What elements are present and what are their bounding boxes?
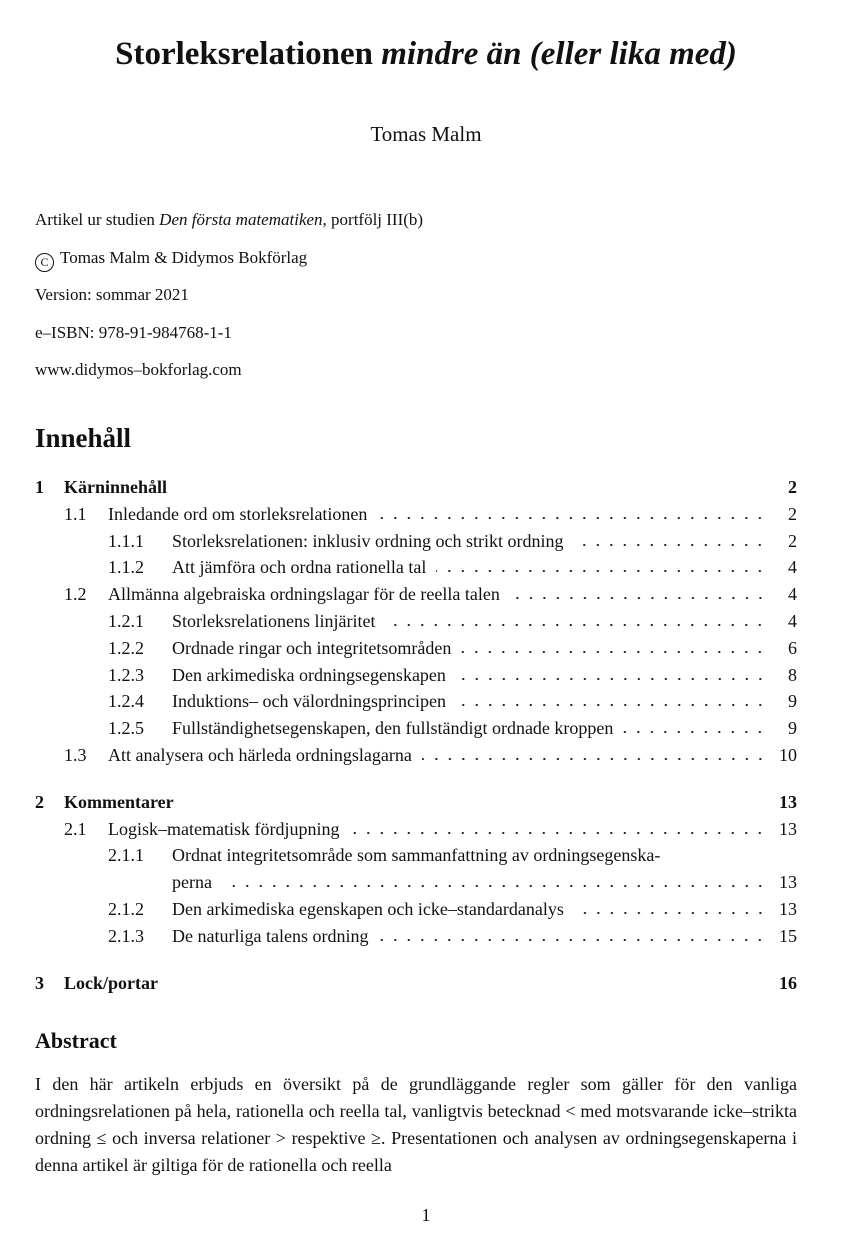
toc-page: 9 [788, 718, 797, 739]
dot-leader [222, 884, 767, 888]
abstract-heading: Abstract [35, 1028, 117, 1053]
toc-page: 9 [788, 691, 797, 712]
toc-entry[interactable] [35, 557, 797, 584]
toc-entry[interactable] [35, 819, 797, 846]
toc-number: 1.1 [64, 503, 87, 524]
toc-page: 2 [788, 503, 797, 524]
version: Version: sommar 2021 [35, 285, 189, 304]
dot-leader [461, 650, 767, 654]
toc-spacer [35, 772, 797, 792]
study-pre: Artikel ur studien [35, 210, 155, 229]
dot-leader [574, 911, 767, 915]
toc-page: 6 [788, 637, 797, 658]
toc-section[interactable] [35, 792, 797, 819]
dot-leader [378, 938, 767, 942]
toc-page: 13 [779, 872, 797, 893]
toc-page: 4 [788, 557, 797, 578]
toc-number: 1.2 [64, 584, 87, 605]
toc-entry[interactable] [35, 745, 797, 772]
metadata [35, 210, 423, 398]
toc-number: 2.1.1 [108, 845, 144, 866]
toc-number: 1.2.2 [108, 637, 144, 658]
dot-leader [422, 757, 767, 761]
toc-entry[interactable] [35, 584, 797, 611]
toc-label: Att jämföra och ordna rationella tal [172, 557, 427, 578]
dot-leader [385, 623, 767, 627]
toc-entry[interactable] [35, 926, 797, 953]
toc-entry[interactable] [35, 611, 797, 638]
toc-number: 1.1.1 [108, 530, 144, 551]
toc-label: Fullständighetsegenskapen, den fullständigt ordnade kroppen [172, 718, 614, 739]
toc-number: 1.2.5 [108, 718, 144, 739]
toc-page: 4 [788, 610, 797, 631]
toc-number: 1.1.2 [108, 557, 144, 578]
toc-page: 16 [779, 972, 797, 993]
study-post: , portfölj III(b) [322, 210, 424, 229]
toc-heading: Innehåll [35, 423, 132, 453]
dot-leader [573, 543, 767, 547]
title-plain: Storleksrelationen [115, 36, 373, 72]
toc-page: 15 [779, 925, 797, 946]
toc-page: 8 [788, 664, 797, 685]
toc-number: 2.1.3 [108, 925, 144, 946]
toc-number: 1.3 [64, 744, 87, 765]
toc-section[interactable] [35, 477, 797, 504]
study-title: Den första matematiken [159, 210, 323, 229]
author: Tomas Malm [370, 122, 482, 146]
dot-leader [623, 730, 767, 734]
toc-page: 10 [779, 744, 797, 765]
dot-leader [510, 596, 767, 600]
toc-label: Allmänna algebraiska ordningslagar för de reella talen [108, 584, 500, 605]
toc-entry[interactable] [35, 845, 797, 872]
toc-page: 13 [779, 791, 797, 812]
dot-leader [436, 569, 767, 573]
toc-page: 2 [788, 530, 797, 551]
toc-label: Den arkimediska egenskapen och icke–standardanalys [172, 898, 564, 919]
toc-number: 3 [35, 972, 44, 993]
copyright-line [35, 248, 423, 286]
dot-leader [456, 677, 767, 681]
toc-label: Kommentarer [64, 791, 174, 812]
toc-label: Logisk–matematisk fördjupning [108, 818, 340, 839]
toc-number: 2.1.2 [108, 898, 144, 919]
toc-label: Inledande ord om storleksrelationen [108, 503, 368, 524]
dot-leader [377, 516, 767, 520]
toc-label: Den arkimediska ordningsegenskapen [172, 664, 446, 685]
toc-label: Kärninnehåll [64, 477, 168, 497]
toc-label: Storleksrelationens linjäritet [172, 610, 376, 631]
toc-label: Lock/portar [64, 972, 158, 993]
toc-number: 1 [35, 477, 44, 497]
toc-number: 2 [35, 791, 44, 812]
toc-spacer [35, 953, 797, 973]
toc-page: 13 [779, 818, 797, 839]
study-line [35, 210, 423, 248]
toc-label: Induktions– och välordningsprincipen [172, 691, 446, 712]
copyright-text: Tomas Malm & Didymos Bokförlag [60, 247, 308, 267]
dot-leader [456, 703, 767, 707]
toc-page: 13 [779, 898, 797, 919]
toc-entry[interactable] [35, 899, 797, 926]
toc-label: Ordnade ringar och integritetsområden [172, 637, 452, 658]
toc-page: 2 [788, 477, 797, 497]
toc-label: Ordnat integritetsområde som sammanfattning av ordningsegenska- [172, 845, 661, 866]
toc-entry[interactable] [35, 504, 797, 531]
toc-label: De naturliga talens ordning [172, 925, 369, 946]
isbn: e–ISBN: 978-91-984768-1-1 [35, 322, 232, 342]
toc-number: 1.2.1 [108, 610, 144, 631]
copyright-icon: C [35, 253, 54, 272]
toc-entry[interactable] [35, 638, 797, 665]
page-number: 1 [421, 1205, 431, 1225]
toc-number: 2.1 [64, 818, 87, 839]
toc-entry[interactable] [35, 665, 797, 692]
website: www.didymos–bokforlag.com [35, 360, 242, 379]
toc-number: 1.2.3 [108, 664, 144, 685]
toc-entry[interactable] [35, 718, 797, 745]
table-of-contents [35, 477, 797, 999]
toc-entry[interactable] [35, 691, 797, 718]
toc-label: Att analysera och härleda ordningslagarna [108, 744, 412, 765]
toc-entry-continued[interactable] [35, 872, 797, 899]
toc-number: 1.2.4 [108, 691, 144, 712]
dot-leader [349, 831, 767, 835]
title-italic: mindre än (eller lika med) [381, 36, 737, 72]
toc-page: 4 [788, 584, 797, 605]
toc-label-cont: perna [172, 872, 212, 893]
document-title [0, 36, 852, 73]
toc-label: Storleksrelationen: inklusiv ordning och strikt ordning [172, 530, 564, 551]
toc-section[interactable] [35, 973, 797, 1000]
toc-entry[interactable] [35, 531, 797, 558]
abstract-text: I den här artikeln erbjuds en översikt på de grundläggande regler som gäller för den vanliga ordningsrelationen på hela, rationella och reella tal, vanligtvis betecknad < med motsvarande icke–strikta ordning ≤ och inversa relationer > respektive ≥. Presentationen och analysen av ordningsegenskaperna i denna artikel är giltiga för de rationella och reella [35, 1074, 797, 1175]
